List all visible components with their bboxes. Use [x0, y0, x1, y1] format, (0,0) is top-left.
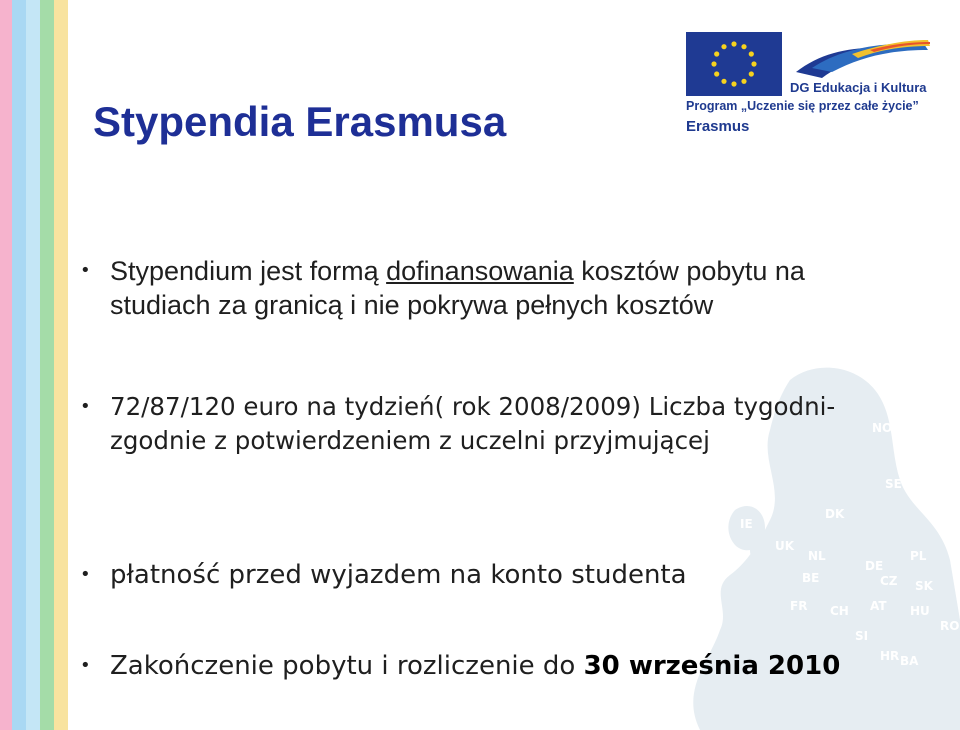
map-country-label: BA: [900, 654, 919, 668]
bullet-item: [80, 558, 910, 592]
map-country-label: NL: [808, 549, 826, 563]
map-country-label: LV: [938, 479, 954, 493]
bullet-text: płatność przed wyjazdem na konto studenta: [110, 560, 687, 590]
bullet-dot-icon: •: [80, 396, 91, 417]
logo-program-text: Program „Uczenie się przez całe życie”: [686, 99, 919, 113]
map-country-label: CH: [830, 604, 849, 618]
bullet-item: [80, 390, 910, 458]
map-country-label: NO: [872, 421, 893, 435]
map-country-label: RO: [940, 619, 960, 633]
map-country-label: HU: [910, 604, 930, 618]
bullet-text: 72/87/120 euro na tydzień( rok 2008/2009) Liczba tygodni- zgodnie z potwierdzeniem z uczelni przyjmującej: [110, 392, 836, 455]
map-country-label: HR: [880, 649, 900, 663]
map-country-label: SI: [855, 629, 869, 643]
map-country-label: DE: [865, 559, 884, 573]
map-country-label: PL: [910, 549, 927, 563]
map-country-label: SK: [915, 579, 933, 593]
bullet-text: Zakończenie pobytu i rozliczenie do: [110, 651, 584, 681]
map-country-label: IE: [740, 517, 753, 531]
map-country-label: DK: [825, 507, 845, 521]
map-country-label: EE: [940, 449, 957, 463]
map-country-label: AT: [870, 599, 887, 613]
bullet-item: [80, 254, 910, 322]
underlined-word: dofinansowania: [386, 256, 574, 286]
deadline-date: 30 września 2010: [583, 651, 841, 681]
bullet-dot-icon: •: [80, 655, 91, 676]
map-country-label: FR: [790, 599, 808, 613]
bullet-dot-icon: •: [80, 260, 91, 281]
logo-dg-text: DG Edukacja i Kultura: [790, 80, 927, 95]
slide-title: Stypendia Erasmusa: [93, 98, 507, 145]
map-country-label: CZ: [880, 574, 898, 588]
map-country-label: BE: [802, 571, 820, 585]
map-country-label: LT: [940, 509, 954, 523]
map-country-label: UK: [775, 539, 795, 553]
map-country-label: SE: [885, 477, 902, 491]
bullet-dot-icon: •: [80, 564, 91, 585]
bullet-item: [80, 649, 910, 683]
bullet-text: kosztów pobytu na studiach za granicą i nie pokrywa pełnych kosztów: [110, 256, 805, 320]
map-country-label: FI: [925, 419, 938, 433]
logo-erasmus-text: Erasmus: [686, 118, 750, 135]
bullet-text: Stypendium jest formą: [110, 256, 387, 286]
